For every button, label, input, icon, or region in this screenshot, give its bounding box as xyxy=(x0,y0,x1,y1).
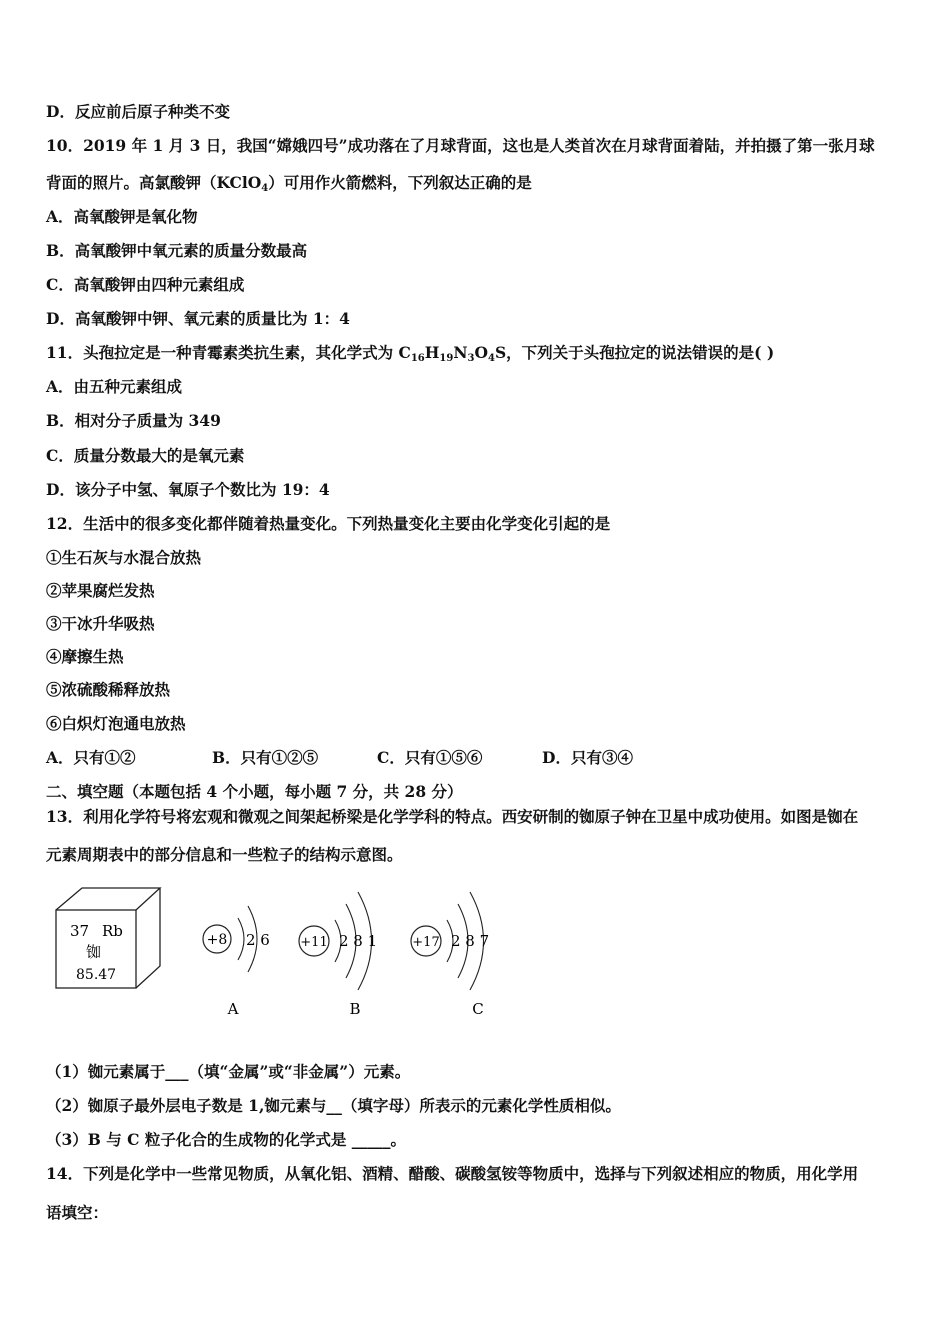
particle-a xyxy=(203,906,270,1018)
q11-stem-post: S，下列关于头孢拉定的说法错误的是( ) xyxy=(494,343,775,362)
q11-stem xyxy=(46,343,774,369)
q11-sub4: 4 xyxy=(487,353,495,364)
q11-sub3: 3 xyxy=(467,353,475,364)
q14-stem-line1: 14．下列是化学中一些常见物质，从氧化铝、酒精、醋酸、碳酸氢铵等物质中，选择与下列叙述相应的物质，用化学用 xyxy=(46,1164,859,1183)
particle-a-nucleus: +8 xyxy=(206,932,228,948)
particle-b-shells: 2 8 1 xyxy=(339,932,378,950)
section-title: 二、填空题（本题包括 4 个小题，每小题 7 分，共 28 分） xyxy=(46,782,463,801)
q11-mid2: N xyxy=(453,343,468,362)
q12-option-b: B．只有①②⑤ xyxy=(212,748,319,767)
q10-option-b: B．高氧酸钾中氧元素的质量分数最高 xyxy=(46,241,308,260)
q11-sub2: 19 xyxy=(439,353,454,364)
q12-options xyxy=(46,748,633,768)
q10-stem-line1: 10．2019 年 1 月 3 日，我国“嫦娥四号”成功落在了月球背面，这也是人类首次在月球背面着陆，并拍摄了第一张月球 xyxy=(46,136,875,155)
element-number: 37 xyxy=(70,922,90,940)
q12-item: ④摩擦生热 xyxy=(46,647,124,666)
q13-sub2: （2）铷原子最外层电子数是 1,铷元素与__（填字母）所表示的元素化学性质相似。 xyxy=(46,1096,621,1115)
q11-mid1: H xyxy=(424,343,440,362)
q12-item: ②苹果腐烂发热 xyxy=(46,581,155,600)
q12-item: ①生石灰与水混合放热 xyxy=(46,548,202,567)
q10-stem-line2-post: ）可用作火箭燃料，下列叙达正确的是 xyxy=(268,173,532,192)
q13-stem-line2: 元素周期表中的部分信息和一些粒子的结构示意图。 xyxy=(46,845,403,864)
q11-option-c: C．质量分数最大的是氧元素 xyxy=(46,446,245,465)
q11-mid3: O xyxy=(474,343,488,362)
q13-sub3: （3）B 与 C 粒子化合的生成物的化学式是 _____。 xyxy=(46,1130,407,1149)
element-symbol: Rb xyxy=(102,922,123,940)
q11-option-b: B．相对分子质量为 349 xyxy=(46,411,221,430)
q10-stem-line2-pre: 背面的照片。高氯酸钾（KClO xyxy=(46,173,262,192)
q10-option-d: D．高氧酸钾中钾、氧元素的质量比为 1：4 xyxy=(46,309,350,328)
q13-stem-line1: 13．利用化学符号将宏观和微观之间架起桥梁是化学学科的特点。西安研制的铷原子钟在卫星中成功使用。如图是铷在 xyxy=(46,807,859,826)
q12-option-d: D．只有③④ xyxy=(542,748,633,767)
q10-option-c: C．高氧酸钾由四种元素组成 xyxy=(46,275,245,294)
q11-option-d: D．该分子中氢、氧原子个数比为 19：4 xyxy=(46,480,330,499)
particle-b-nucleus: +11 xyxy=(300,935,328,950)
particle-a-shells: 2 6 xyxy=(246,931,270,949)
q12-stem: 12．生活中的很多变化都伴随着热量变化。下列热量变化主要由化学变化引起的是 xyxy=(46,514,611,533)
q9-option-d: D．反应前后原子种类不变 xyxy=(46,102,230,121)
particle-c-shells: 2 8 7 xyxy=(451,932,490,950)
element-name: 铷 xyxy=(86,943,102,961)
q12-option-c: C．只有①⑤⑥ xyxy=(377,748,483,767)
q12-option-a: A．只有①② xyxy=(46,748,136,767)
particle-c xyxy=(411,892,489,1018)
particle-c-label: C xyxy=(472,1000,484,1018)
particle-a-label: A xyxy=(227,1000,239,1018)
q12-item: ⑤浓硫酸稀释放热 xyxy=(46,680,171,699)
q12-item: ③干冰升华吸热 xyxy=(46,614,155,633)
particle-b xyxy=(299,892,377,1018)
q10-option-a: A．高氧酸钾是氧化物 xyxy=(46,207,198,226)
q12-item: ⑥白炽灯泡通电放热 xyxy=(46,714,186,733)
q10-stem-line2 xyxy=(46,173,532,199)
q14-stem-line2: 语填空： xyxy=(46,1203,109,1222)
q10-subscript: 4 xyxy=(261,183,269,194)
q11-sub1: 16 xyxy=(410,353,425,364)
particle-c-nucleus: +17 xyxy=(412,935,440,950)
q13-sub1: （1）铷元素属于___（填“金属”或“非金属”）元素。 xyxy=(46,1062,411,1081)
q11-option-a: A．由五种元素组成 xyxy=(46,377,183,396)
q13-figure xyxy=(50,886,510,1026)
element-mass: 85.47 xyxy=(76,967,117,983)
q11-stem-pre: 11．头孢拉定是一种青霉素类抗生素，其化学式为 C xyxy=(46,343,411,362)
particle-b-label: B xyxy=(349,1000,361,1018)
